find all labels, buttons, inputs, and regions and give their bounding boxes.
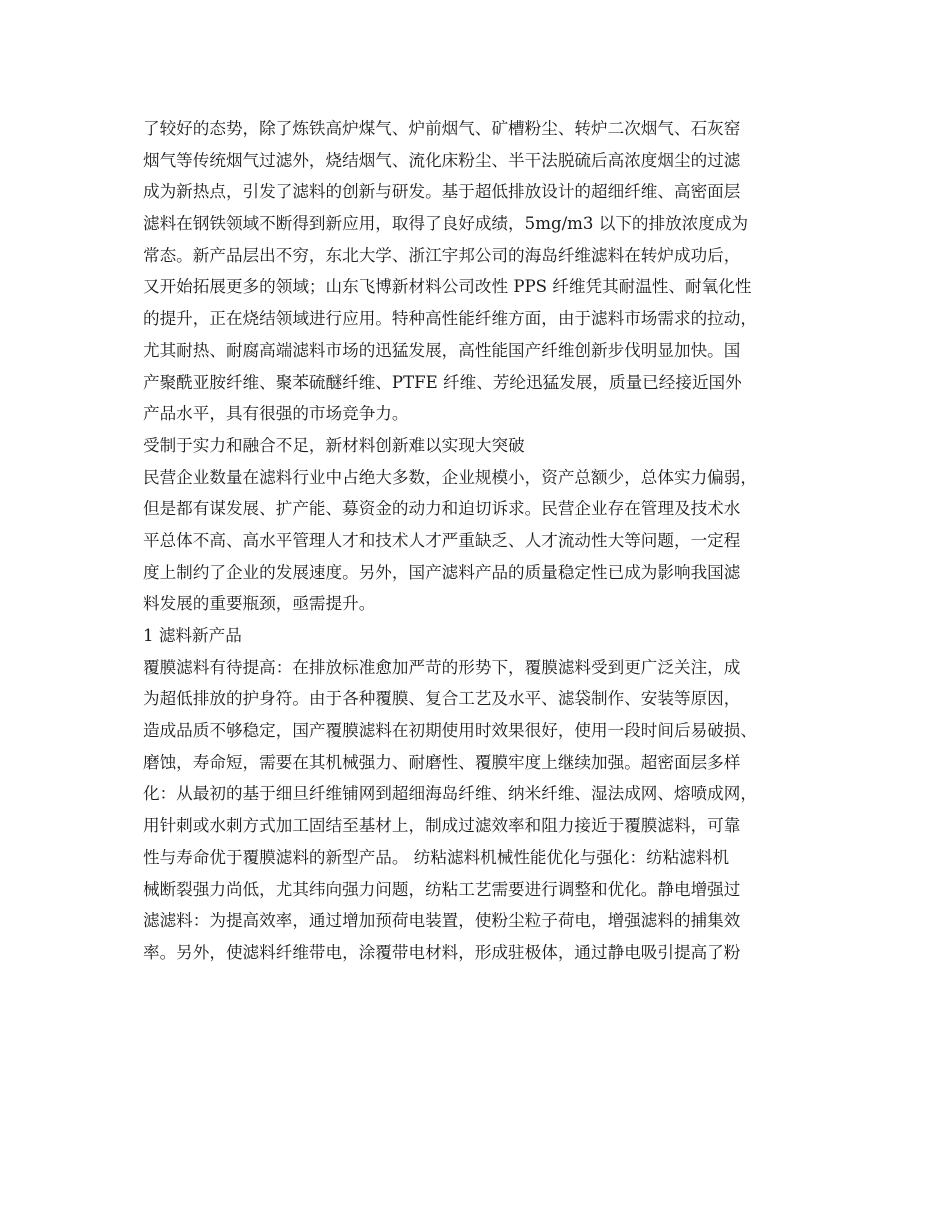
text-line: 的提升，正在烧结领域进行应用。特种高性能纤维方面，由于滤料市场需求的拉动， (143, 309, 757, 329)
text-line: 烟气等传统烟气过滤外，烧结烟气、流化床粉尘、半干法脱硫后高浓度烟尘的过滤 (143, 150, 741, 170)
text-line: 用针刺或水刺方式加工固结至基材上，制成过滤效率和阻力接近于覆膜滤料，可靠 (143, 816, 741, 836)
text-line: 造成品质不够稳定，国产覆膜滤料在初期使用时效果很好，使用一段时间后易破损、 (143, 721, 757, 741)
text-line: 为超低排放的护身符。由于各种覆膜、复合工艺及水平、滤袋制作、安装等原因， (143, 689, 741, 709)
text-line: 平总体不高、高水平管理人才和技术人才严重缺乏、人才流动性大等问题，一定程 (143, 530, 741, 550)
text-line: 料发展的重要瓶颈，亟需提升。 (143, 594, 376, 614)
text-line: 但是都有谋发展、扩产能、募资金的动力和迫切诉求。民营企业存在管理及技术水 (143, 499, 741, 519)
section-heading: 受制于实力和融合不足，新材料创新难以实现大突破 (143, 435, 525, 455)
section-heading: 1 滤料新产品 (143, 626, 242, 645)
text-line: 度上制约了企业的发展速度。另外，国产滤料产品的质量稳定性已成为影响我国滤 (143, 562, 741, 582)
text-line: 了较好的态势，除了炼铁高炉煤气、炉前烟气、矿槽粉尘、转炉二次烟气、石灰窑 (143, 119, 741, 138)
text-line: 产品水平，具有很强的市场竞争力。 (143, 404, 409, 424)
text-line: 产聚酰亚胺纤维、聚苯硫醚纤维、PTFE 纤维、芳纶迅猛发展，质量已经接近国外 (143, 372, 742, 392)
text-line: 又开始拓展更多的领域；山东飞博新材料公司改性 PPS 纤维凭其耐温性、耐氧化性 (143, 277, 752, 297)
text-line: 民营企业数量在滤料行业中占绝大多数，企业规模小，资产总额少，总体实力偏弱， (143, 467, 757, 487)
text-line: 性与寿命优于覆膜滤料的新型产品。 纺粘滤料机械性能优化与强化：纺粘滤料机 (143, 847, 730, 867)
text-line: 成为新热点，引发了滤料的创新与研发。基于超低排放设计的超细纤维、高密面层 (143, 182, 741, 202)
text-line: 磨蚀，寿命短，需要在其机械强力、耐磨性、覆膜牢度上继续加强。超密面层多样 (143, 752, 741, 772)
text-line: 滤滤料：为提高效率，通过增加预荷电装置，使粉尘粒子荷电，增强滤料的捕集效 (143, 911, 741, 931)
document-body (143, 113, 815, 969)
text-line: 化：从最初的基于细旦纤维铺网到超细海岛纤维、纳米纤维、湿法成网、熔喷成网， (143, 784, 757, 804)
text-line: 覆膜滤料有待提高：在排放标准愈加严苛的形势下，覆膜滤料受到更广泛关注，成 (143, 657, 741, 677)
text-line: 滤料在钢铁领域不断得到新应用，取得了良好成绩，5mg/m3 以下的排放浓度成为 (143, 214, 749, 234)
text-line: 尤其耐热、耐腐高端滤料市场的迅猛发展，高性能国产纤维创新步伐明显加快。国 (143, 340, 741, 360)
text-line: 械断裂强力尚低，尤其纬向强力问题，纺粘工艺需要进行调整和优化。静电增强过 (143, 879, 741, 899)
text-line: 常态。新产品层出不穷，东北大学、浙江宇邦公司的海岛纤维滤料在转炉成功后， (143, 245, 741, 265)
text-line: 率。另外，使滤料纤维带电，涂覆带电材料，形成驻极体，通过静电吸引提高了粉 (143, 942, 741, 962)
